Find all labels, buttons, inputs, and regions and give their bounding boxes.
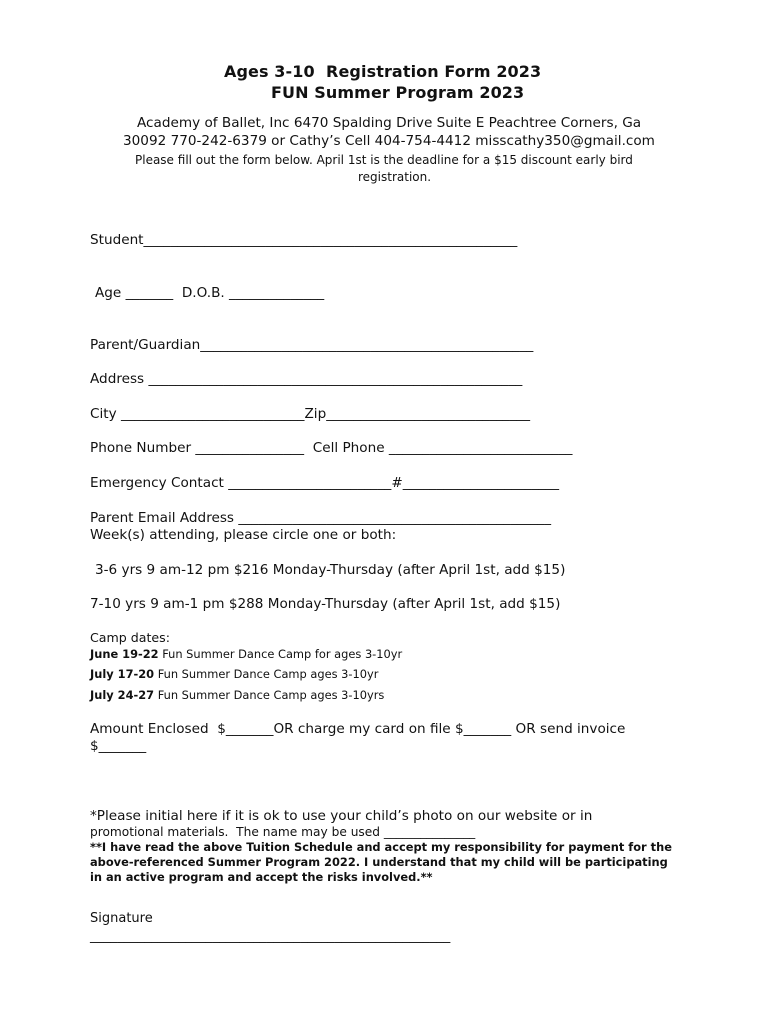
- camp-date: July 24-27: [90, 688, 155, 702]
- city-zip-field[interactable]: City ___________________________Zip______________________________: [90, 406, 531, 422]
- signature-label: Signature: [90, 911, 153, 926]
- option-3-6-yrs[interactable]: 3-6 yrs 9 am-12 pm $216 Monday-Thursday (after April 1st, add $15): [95, 562, 566, 578]
- camp-desc: Fun Summer Dance Camp ages 3-10yrs: [154, 688, 385, 702]
- option-7-10-yrs[interactable]: 7-10 yrs 9 am-1 pm $288 Monday-Thursday (after April 1st, add $15): [90, 596, 561, 612]
- academy-contact: 30092 770-242-6379 or Cathy’s Cell 404-754-4412 misscathy350@gmail.com: [123, 133, 655, 149]
- invoice-amount-field[interactable]: $_______: [90, 738, 147, 754]
- deadline-note: Please fill out the form below. April 1st is the deadline for a $15 discount early bird: [135, 153, 633, 167]
- camp-date-row: [90, 688, 384, 702]
- camp-date: July 17-20: [90, 667, 155, 681]
- amount-enclosed-field[interactable]: Amount Enclosed $_______OR charge my card on file $_______ OR send invoice: [90, 721, 626, 737]
- academy-address: Academy of Ballet, Inc 6470 Spalding Drive Suite E Peachtree Corners, Ga: [137, 115, 642, 131]
- camp-date-row: [90, 667, 378, 681]
- camp-dates-heading: Camp dates:: [90, 630, 170, 645]
- camp-desc: Fun Summer Dance Camp for ages 3-10yr: [158, 647, 403, 661]
- address-field[interactable]: Address _______________________________________________________: [90, 371, 523, 387]
- form-subtitle: FUN Summer Program 2023: [271, 83, 525, 102]
- parent-guardian-field[interactable]: Parent/Guardian_________________________________________________: [90, 337, 534, 353]
- signature-line[interactable]: _____________________________________________________: [90, 928, 451, 944]
- deadline-note-cont: registration.: [358, 170, 432, 184]
- age-dob-field[interactable]: Age _______ D.O.B. ______________: [95, 285, 325, 301]
- form-title: Ages 3-10 Registration Form 2023: [224, 62, 542, 81]
- camp-desc: Fun Summer Dance Camp ages 3-10yr: [154, 667, 379, 681]
- photo-consent-text: *Please initial here if it is ok to use your child’s photo on our website or in: [90, 808, 593, 824]
- camp-date: June 19-22: [90, 647, 159, 661]
- declaration-text: **I have read the above Tuition Schedule and accept my responsibility for payment for the above-referenced Summer Program 2022. I understand that my child will be participating in an active program and accept the risks involved.**: [90, 840, 672, 884]
- parent-email-field[interactable]: Parent Email Address ______________________________________________: [90, 510, 551, 526]
- student-field[interactable]: Student_______________________________________________________: [90, 232, 518, 248]
- photo-initial-field[interactable]: promotional materials. The name may be used _______________: [90, 825, 476, 839]
- camp-date-row: [90, 647, 402, 661]
- weeks-attending-label: Week(s) attending, please circle one or both:: [90, 527, 397, 543]
- phone-field[interactable]: Phone Number ________________ Cell Phone ___________________________: [90, 440, 573, 456]
- emergency-contact-field[interactable]: Emergency Contact ________________________#_______________________: [90, 475, 560, 491]
